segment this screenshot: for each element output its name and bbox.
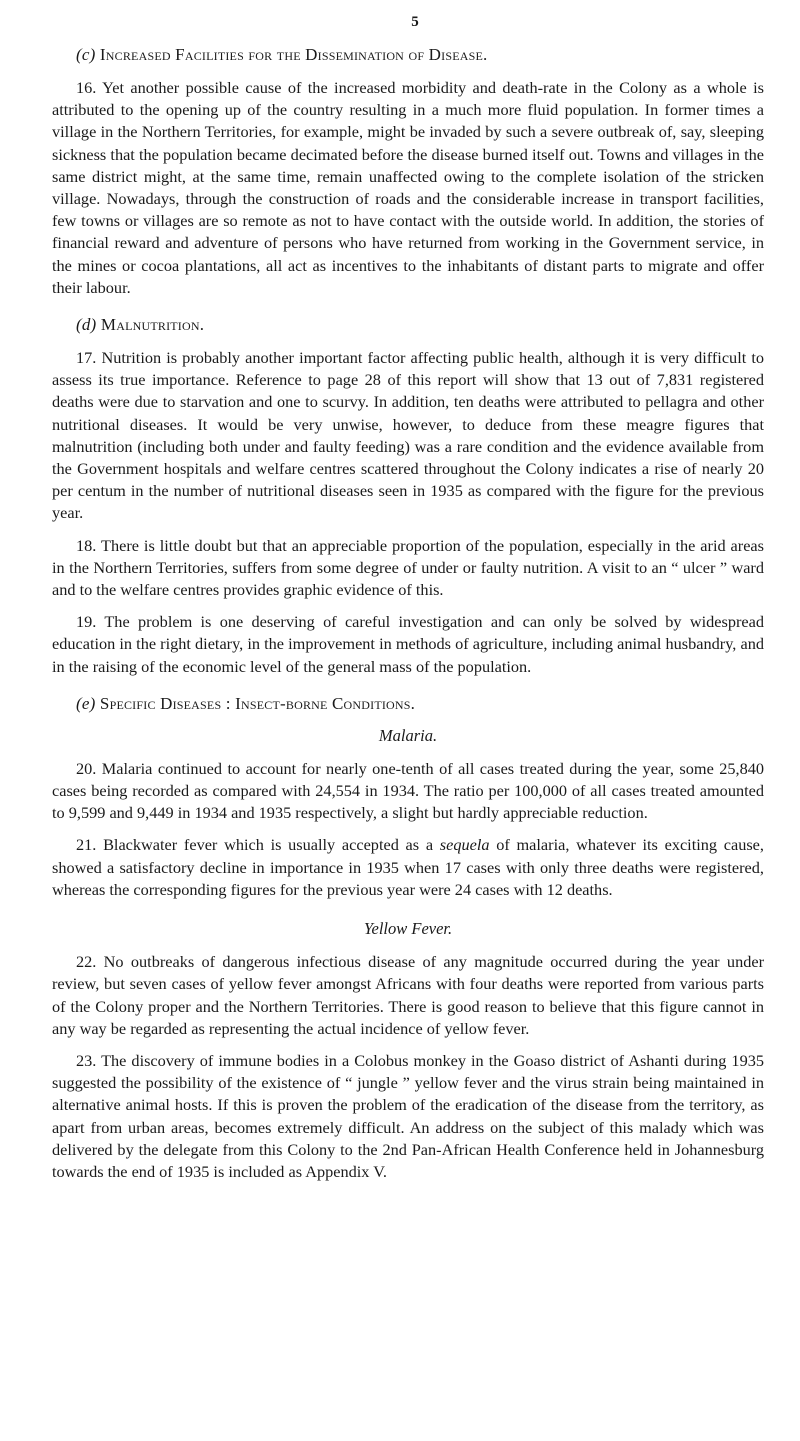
section-title-d: Malnutrition.	[100, 315, 205, 335]
paragraph-19: 19. The problem is one deserving of careful investigation and can only be solved by widespread education in the right dietary, in the improvement in methods of agriculture, including animal husbandry, and in the raising of the economic level of the general mass of the population.	[52, 612, 764, 676]
section-title-c: Increased Facilities for the Dissemination of Disease.	[99, 45, 488, 64]
section-label-c: (c)	[76, 45, 96, 64]
document-page	[52, 14, 764, 1183]
paragraph-21	[52, 834, 764, 901]
paragraph-20: 20. Malaria continued to account for nearly one-tenth of all cases treated during the year, some 25,840 cases being recorded as compared with 24,554 in 1934. The ratio per 100,000 of all cases treated amounted to 9,599 and 9,449 in 1934 and 1935 respectively, a slight but hardly appreciable reduction.	[52, 758, 764, 823]
subheading-malaria: Malaria.	[378, 725, 438, 745]
paragraph-21-part-b: of malaria, whatever its exciting cause, showed a satisfactory decline in importance in 1935 when 17 cases with only three deaths were registered, whereas the corresponding figures for the previous year were 24 cases with 12 deaths.	[52, 835, 764, 899]
section-heading-c	[76, 45, 764, 65]
paragraph-16: 16. Yet another possible cause of the increased morbidity and death-rate in the Colony as a whole is attributed to the opening up of the country resulting in a much more fluid population. In former times a village in the Northern Territories, for example, might be invaded by such a severe outbreak of, say, sleeping sickness that the population became decimated before the disease burned itself out. Towns and villages in the same district might, at the same time, remain unaffected owing to the complete isolation of the stricken village. Nowadays, through the construction of roads and the considerable increase in transport facilities, few towns or villages are so remote as not to have contact with the outside world. In addition, the stories of financial reward and adventure of persons who have returned from working in the Government service, in the mines or cocoa plantations, all act as incentives to the inhabitants of distant parts to migrate and offer their labour.	[52, 78, 764, 297]
section-title-e: Specific Diseases : Insect-borne Conditions.	[99, 693, 416, 713]
paragraph-22: 22. No outbreaks of dangerous infectious disease of any magnitude occurred during the year under review, but seven cases of yellow fever amongst Africans with four deaths were reported from various parts of the Colony proper and the Northern Territories. There is good reason to believe that this figure cannot in any way be regarded as representing the actual incidence of yellow fever.	[52, 952, 764, 1038]
paragraph-23: 23. The discovery of immune bodies in a Colobus monkey in the Goaso district of Ashanti during 1935 suggested the possibility of the existence of “ jungle ” yellow fever and the virus strain being maintained in alternative animal hosts. If this is proven the problem of the eradication of the disease from the territory, as apart from urban areas, becomes extremely difficult. An address on the subject of this malady which was delivered by the delegate from this Colony to the 2nd Pan-African Health Conference held in Johannesburg towards the end of 1935 is included as Appendix V.	[52, 1050, 764, 1181]
subheading-yellow-fever: Yellow Fever.	[363, 919, 453, 939]
paragraph-18: 18. There is little doubt but that an appreciable proportion of the population, especially in the arid areas in the Northern Territories, suffers from some degree of under or faulty nutrition. A visit to an “ ulcer ” ward and to the welfare centres provides graphic evidence of this.	[52, 535, 764, 600]
page-number: 5	[411, 14, 419, 30]
section-label-d: (d)	[76, 315, 97, 335]
section-heading-d	[76, 315, 764, 335]
section-heading-e	[76, 694, 764, 714]
paragraph-21-italic-term: sequela	[439, 835, 490, 855]
paragraph-17: 17. Nutrition is probably another important factor affecting public health, although it is very difficult to assess its true importance. Reference to page 28 of this report will show that 13 out of 7,831 registered deaths were due to starvation and one to scurvy. In addition, ten deaths were attributed to pellagra and other nutritional diseases. It would be very unwise, however, to deduce from these meagre figures that malnutrition (including both under and faulty feeding) was a rare condition and the evidence available from the Government hospitals and welfare centres scattered throughout the Colony indicates a rise of nearly 20 per centum in the number of nutritional diseases seen in 1935 as compared with the figure for the previous year.	[52, 348, 764, 523]
section-label-e: (e)	[76, 693, 96, 713]
paragraph-21-part-a: 21. Blackwater fever which is usually accepted as a	[76, 835, 440, 855]
